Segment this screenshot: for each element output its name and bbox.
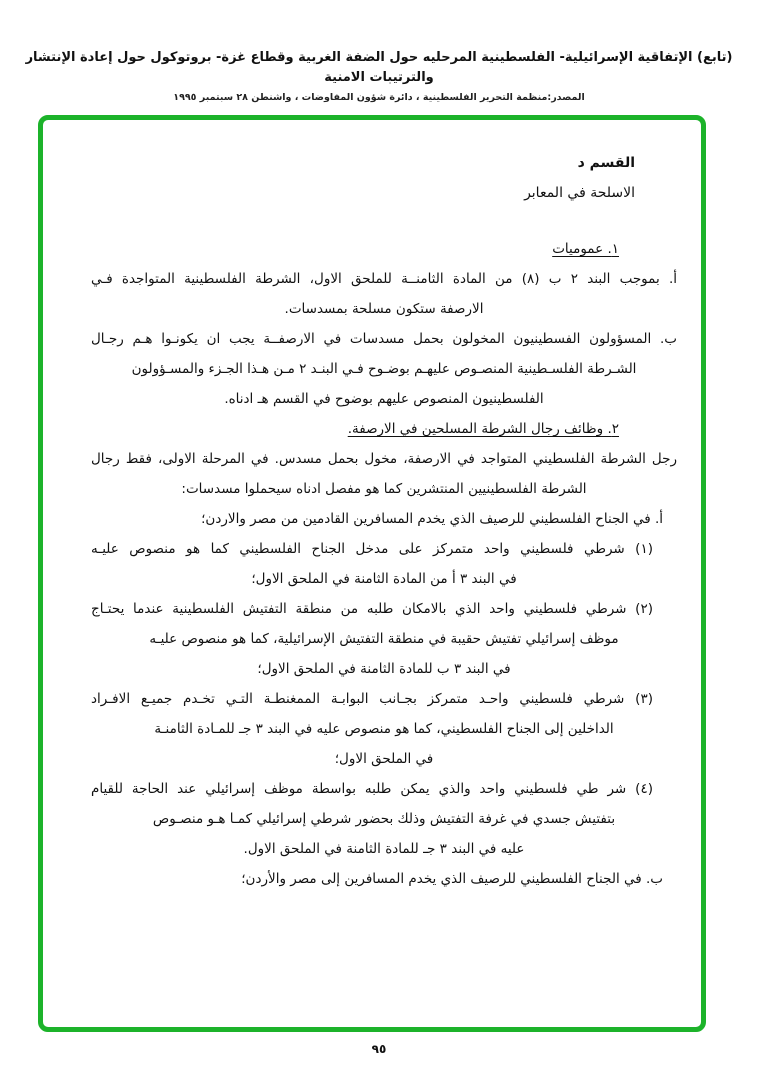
document-line: موظف إسرائيلي تفتيش حقيبة في منطقة التفتيش الإسرائيلية، كما هو منصوص عليـه bbox=[149, 631, 619, 647]
document-line: عليه في البند ٣ جـ للمادة الثامنة في الملحق الاول. bbox=[243, 841, 525, 857]
page-header bbox=[0, 48, 758, 103]
section-title: الاسلحة في المعابر bbox=[524, 185, 635, 201]
document-line: الشـرطة الفلسـطينية المنصـوص عليهـم بوضـوح فـي البنـد ٢ مـن هـذا الجـزء والمسـؤولون bbox=[131, 361, 637, 377]
document-line: الداخلين إلى الجناح الفلسطيني، كما هو منصوص عليه في البند ٣ جـ للمـادة الثامنـة bbox=[154, 721, 614, 737]
document-source: المصدر:منظمة التحرير الفلسطينية ، دائرة شؤون المفاوضات ، واشنطن ٢٨ سبتمبر ١٩٩٥ bbox=[173, 92, 585, 103]
document-line: (١) شرطي فلسطيني واحد متمركز على مدخل الجناح الفلسطيني كما هو منصوص عليـه bbox=[91, 541, 653, 557]
document-line: (٢) شرطي فلسطيني واحد الذي بالامكان طلبه من منطقة التفتيش الفلسطينية عندما يحتـاج bbox=[91, 601, 653, 617]
heading-armed-police-duties: ٢. وظائف رجال الشرطة المسلحين في الارصفة. bbox=[347, 421, 619, 437]
document-line: في البند ٣ أ من المادة الثامنة في الملحق الاول؛ bbox=[251, 571, 517, 587]
document-line: (٤) شر طي فلسطيني واحد والذي يمكن طلبه بواسطة موظف إسرائيلي عند الحاجة للقيام bbox=[91, 781, 653, 797]
document-line: في البند ٣ ب للمادة الثامنة في الملحق الاول؛ bbox=[257, 661, 511, 677]
document-line: ب. في الجناح الفلسطيني للرصيف الذي يخدم المسافرين إلى مصر والأردن؛ bbox=[241, 871, 663, 887]
section-label: القسم د bbox=[577, 155, 635, 171]
document-content bbox=[43, 120, 701, 894]
document-line: (٣) شرطي فلسطيني واحـد متمركز بجـانب البوابـة الممغنطـة التـي تخـدم جميـع الافـراد bbox=[91, 691, 653, 707]
document-line: أ. بموجب البند ٢ ب (٨) من المادة الثامنــة للملحق الاول، الشرطة الفلسطينية المتواجدة فـي bbox=[91, 271, 678, 287]
document-box bbox=[38, 115, 706, 1032]
document-line: الفلسطينيون المنصوص عليهم بوضوح في القسم هـ ادناه. bbox=[224, 391, 544, 407]
document-title: (تابع) الإتفاقية الإسرائيلية- الفلسطينية المرحليه حول الضفة الغربية وقطاع غزة- بروتوكول حول إعادة الإنتشار والترتيبات الامنية bbox=[25, 50, 733, 85]
heading-generalities: ١. عموميات bbox=[552, 241, 619, 257]
document-line: الارصفة ستكون مسلحة بمسدسات. bbox=[284, 301, 484, 317]
document-line: أ. في الجناح الفلسطيني للرصيف الذي يخدم المسافرين القادمين من مصر والاردن؛ bbox=[201, 511, 663, 527]
document-line: الشرطة الفلسطينيين المنتشرين كما هو مفصل ادناه سيحملوا مسدسات: bbox=[181, 481, 587, 497]
document-line: ب. المسؤولون الفسطينيون المخولون بحمل مسدسات في الارصفــة يجب ان يكونـوا هـم رجـال bbox=[91, 331, 677, 347]
document-line: رجل الشرطة الفلسطيني المتواجد في الارصفة، مخول بحمل مسدس. في المرحلة الاولى، فقط رجال bbox=[91, 451, 677, 467]
page-footer bbox=[0, 1038, 758, 1057]
document-line: في الملحق الاول؛ bbox=[334, 751, 434, 767]
document-line: بتفتيش جسدي في غرفة التفتيش وذلك بحضور شرطي إسرائيلي كمـا هـو منصـوص bbox=[152, 811, 616, 827]
page-number: ٩٥ bbox=[371, 1042, 387, 1056]
